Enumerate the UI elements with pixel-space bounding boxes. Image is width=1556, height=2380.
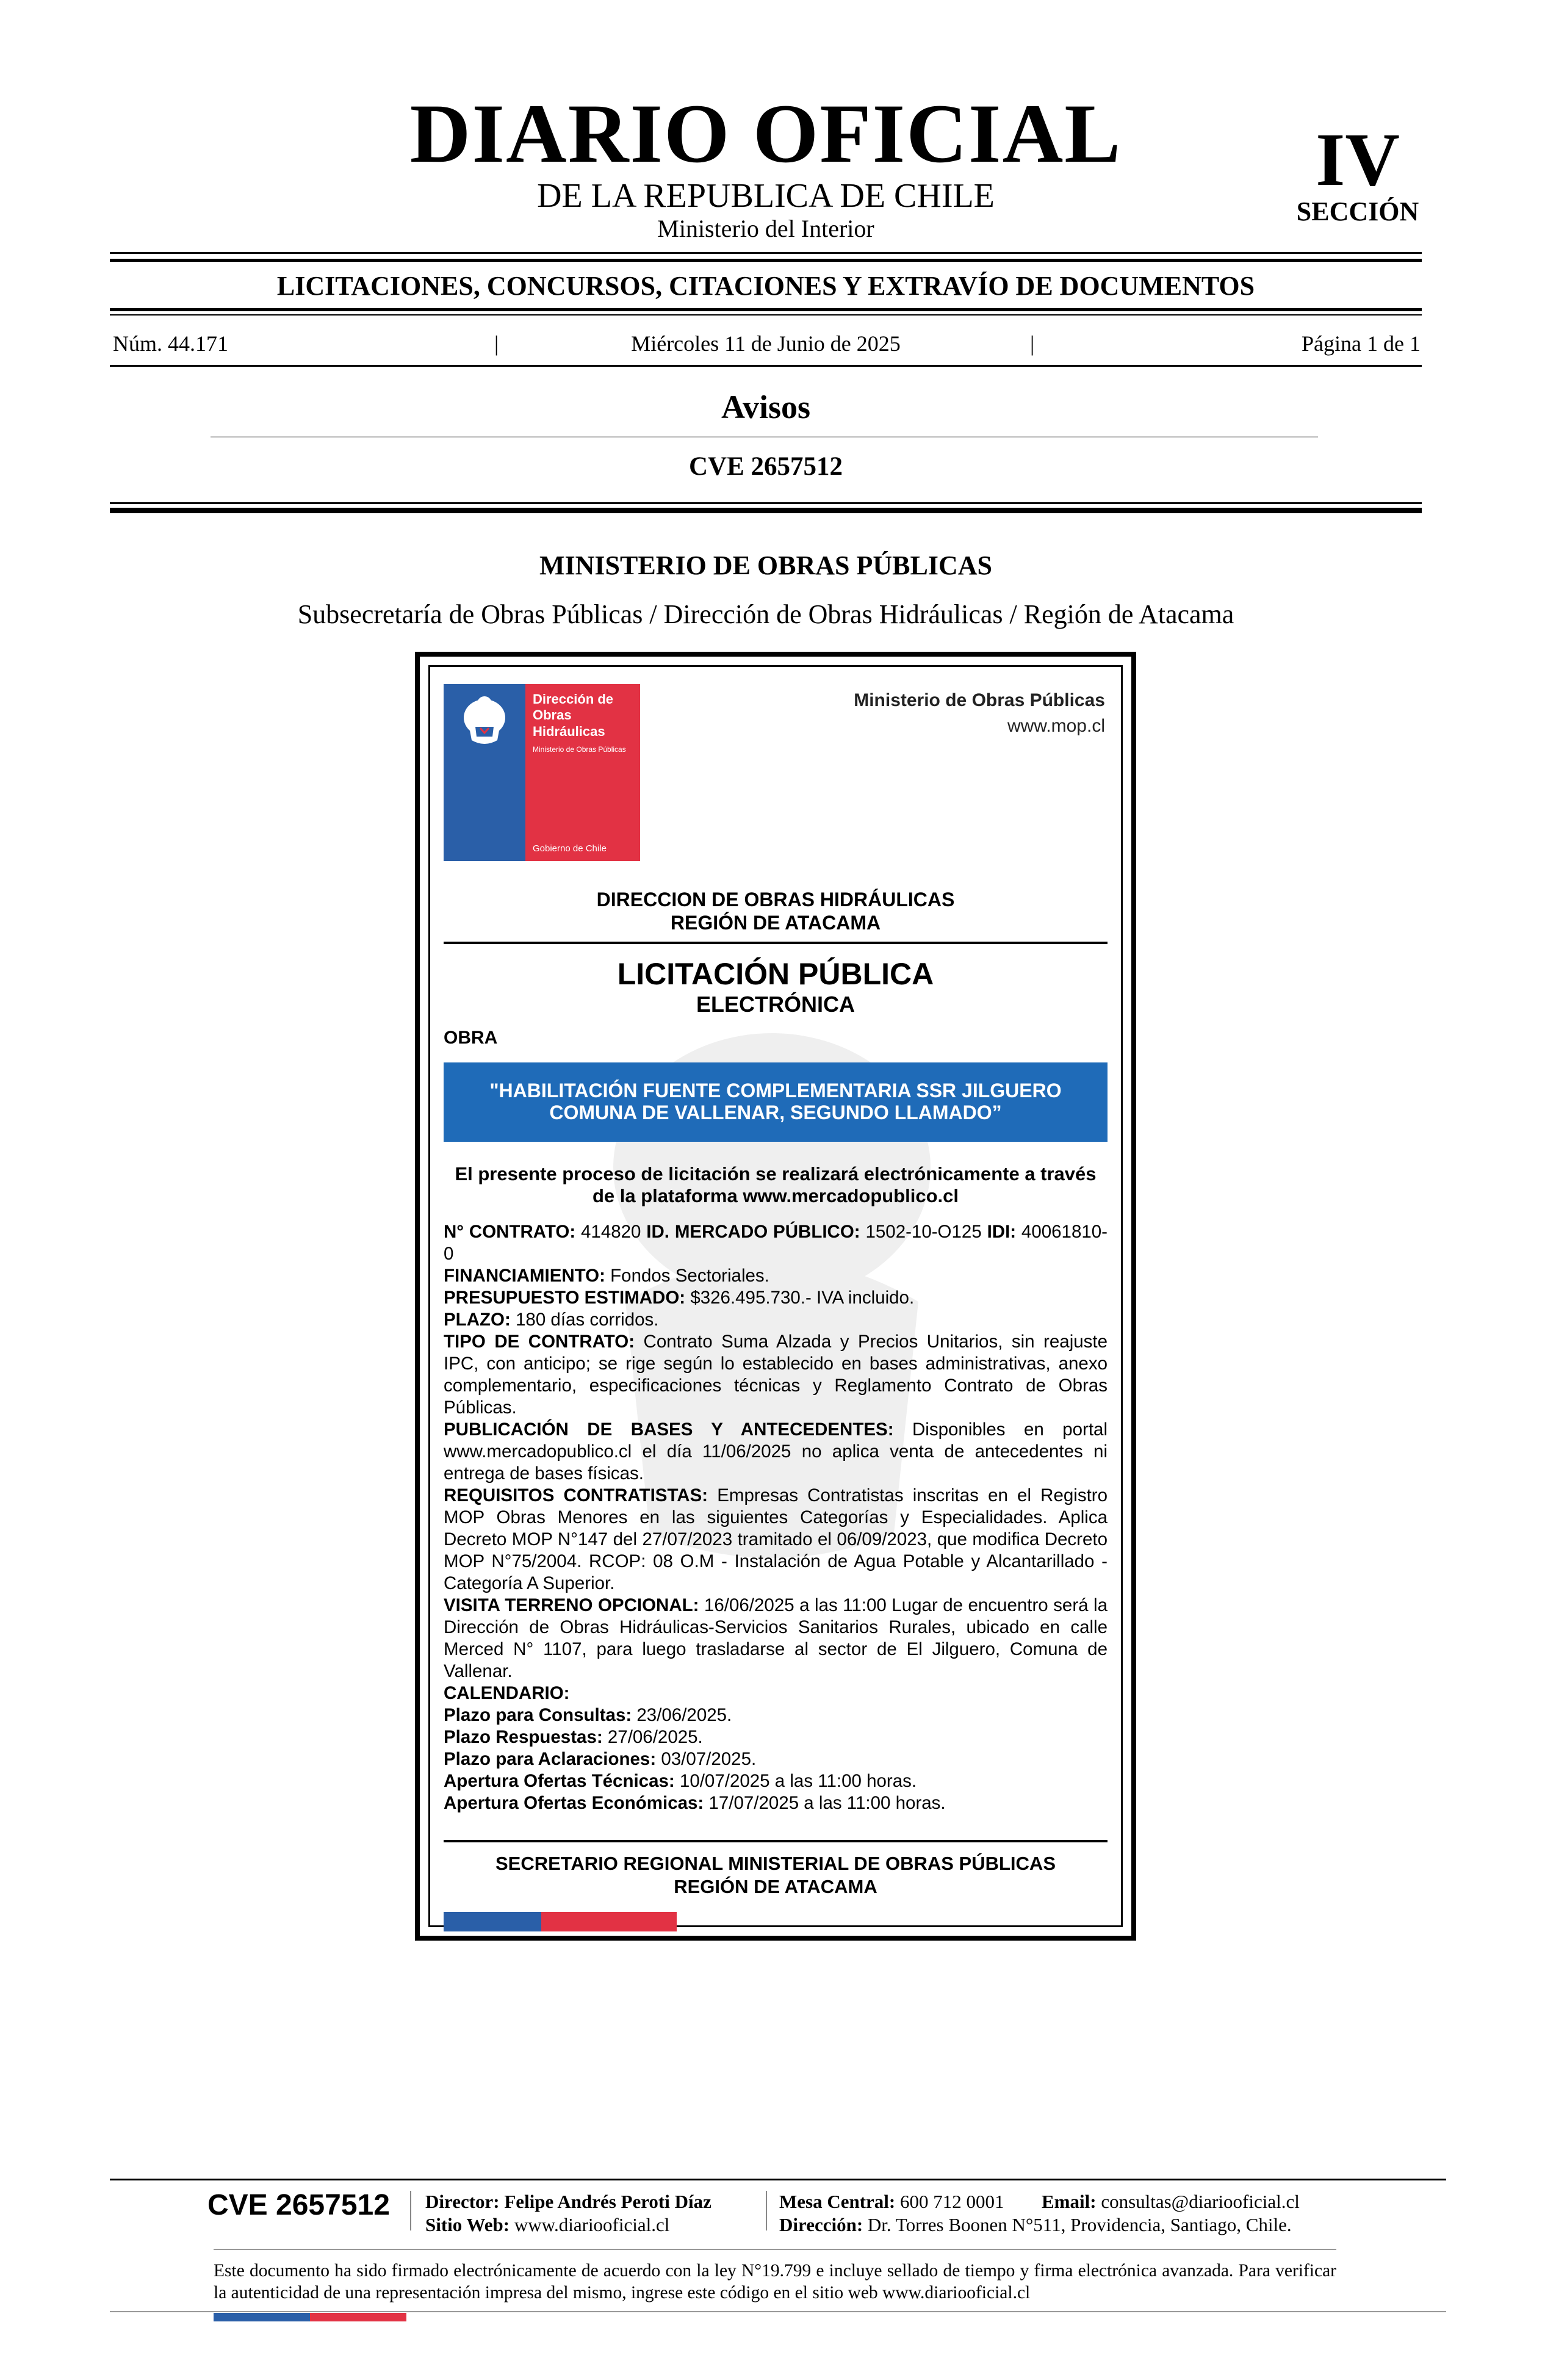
- calendar-label: CALENDARIO:: [444, 1683, 570, 1703]
- contract-label: N° CONTRATO:: [444, 1222, 576, 1242]
- visit-label: VISITA TERRENO OPCIONAL:: [444, 1595, 699, 1615]
- ad-bar-red: [541, 1912, 677, 1931]
- obra-name: "HABILITACIÓN FUENTE COMPLEMENTARIA SSR JILGUERO COMUNA DE VALLENAR, SEGUNDO LLAMADO”: [444, 1062, 1108, 1142]
- section-rule-top: [110, 308, 1422, 311]
- financing-label: FINANCIAMIENTO:: [444, 1266, 605, 1286]
- masthead-rule-bottom: [110, 259, 1422, 262]
- ad-signature: SECRETARIO REGIONAL MINISTERIAL DE OBRAS PÚBLICAS: [495, 1853, 1056, 1874]
- mercado-label: ID. MERCADO PÚBLICO:: [646, 1222, 860, 1242]
- budget-line: [444, 1287, 1108, 1309]
- calendar-item-value: 27/06/2025.: [607, 1727, 703, 1747]
- logo-blue-band: [444, 684, 525, 861]
- footer-director: [425, 2192, 711, 2211]
- publication-value: Disponibles en portal www.mercadopublico.cl el día 11/06/2025 no aplica venta de antecedentes ni entrega de bases físicas.: [444, 1419, 1108, 1484]
- footer-bar-blue: [214, 2313, 310, 2321]
- requirements-value: Empresas Contratistas inscritas en el Registro MOP Obras Menores en las siguientes Categorías y Especialidades. Aplica Decreto MOP N°147 del 27/07/2023 tramitado el 06/09/2023, que modifica Decreto MOP N°75/2004. RCOP: 08 O.M - Instalación de Agua Potable y Alcantarillado - Categoría A Superior.: [444, 1485, 1108, 1593]
- calendar-item-label: Plazo Respuestas:: [444, 1727, 603, 1747]
- calendar-item: [444, 1770, 1108, 1792]
- calendar-item-label: Plazo para Aclaraciones:: [444, 1749, 657, 1769]
- calendar-item: [444, 1726, 1108, 1748]
- ad-signature-divider: [444, 1840, 1108, 1842]
- mop-name: Ministerio de Obras Públicas: [854, 690, 1105, 710]
- email-label: Email:: [1042, 2191, 1097, 2212]
- ad-intro: El presente proceso de licitación se realizará electrónicamente a través de la plataforma www.mercadopublico.cl: [455, 1163, 1097, 1206]
- email-link[interactable]: consultas@diariooficial.cl: [1101, 2191, 1300, 2212]
- calendar-heading: [444, 1682, 1108, 1704]
- logo-ministry: Ministerio de Obras Públicas: [533, 745, 626, 754]
- publication-label: PUBLICACIÓN DE BASES Y ANTECEDENTES:: [444, 1419, 894, 1440]
- calendar-item-value: 10/07/2025 a las 11:00 horas.: [679, 1771, 917, 1791]
- footer-rule-top: [110, 2179, 1446, 2180]
- chilean-crest-icon: [444, 684, 525, 757]
- visit-value: 16/06/2025 a las 11:00 Lugar de encuentro será la Dirección de Obras Hidráulicas-Servicios Sanitarios Rurales, ubicado en calle Merced N° 1107, para luego trasladarse al sector de El Jilguero, Comuna de Vallenar.: [444, 1595, 1108, 1681]
- section-label: SECCIÓN: [1296, 197, 1419, 226]
- ad-region: REGIÓN DE ATACAMA: [670, 912, 881, 934]
- footer-rule-bottom: [110, 2311, 1446, 2312]
- address-label: Dirección:: [779, 2214, 863, 2235]
- obra-label: OBRA: [444, 1028, 498, 1048]
- calendar-item-label: Apertura Ofertas Económicas:: [444, 1793, 704, 1813]
- masthead-ministry: Ministerio del Interior: [657, 215, 874, 242]
- budget-label: PRESUPUESTO ESTIMADO:: [444, 1288, 686, 1308]
- mop-website: www.mop.cl: [1007, 716, 1105, 736]
- publication-line: [444, 1419, 1108, 1485]
- licitacion-subtitle: ELECTRÓNICA: [696, 992, 855, 1017]
- phone-value: 600 712 0001: [900, 2191, 1004, 2212]
- ad-direction: DIRECCION DE OBRAS HIDRÁULICAS: [596, 889, 955, 911]
- masthead-subtitle: DE LA REPUBLICA DE CHILE: [537, 177, 995, 215]
- financing-value: Fondos Sectoriales.: [610, 1266, 769, 1286]
- section-number: IV: [1316, 118, 1400, 201]
- contract-line: [444, 1221, 1108, 1265]
- footer-rule-middle: [214, 2249, 1336, 2250]
- requirements-line: [444, 1485, 1108, 1595]
- footer-website: [425, 2215, 669, 2234]
- calendar-item-value: 03/07/2025.: [661, 1749, 757, 1769]
- footer-legal-note: Este documento ha sido firmado electrónicamente de acuerdo con la ley N°19.799 e incluye sellado de tiempo y firma electrónica avanzada. Para verificar la autenticidad de una representación impresa del mismo, ingrese este código en el sitio web www.diariooficial.cl: [214, 2261, 1336, 2302]
- contract-value: 414820: [581, 1222, 641, 1242]
- mercado-value: 1502-10-O125: [865, 1222, 982, 1242]
- issue-page: Página 1 de 1: [1302, 331, 1421, 356]
- calendar-item: [444, 1704, 1108, 1726]
- budget-value: $326.495.730.- IVA incluido.: [690, 1288, 915, 1308]
- logo-name: Dirección de Obras Hidráulicas: [533, 691, 614, 739]
- website-link[interactable]: www.diariooficial.cl: [514, 2214, 670, 2235]
- address-value: Dr. Torres Boonen N°511, Providencia, Santiago, Chile.: [867, 2214, 1292, 2235]
- licitacion-title: LICITACIÓN PÚBLICA: [617, 957, 934, 991]
- calendar-item: [444, 1748, 1108, 1770]
- notice-rule-top: [110, 502, 1422, 504]
- notice-divider: [211, 436, 1318, 438]
- section-title: LICITACIONES, CONCURSOS, CITACIONES Y EXTRAVÍO DE DOCUMENTOS: [276, 271, 1255, 301]
- term-label: PLAZO:: [444, 1310, 511, 1330]
- footer-cve: CVE 2657512: [207, 2189, 390, 2221]
- notice-rule-bottom: [110, 508, 1422, 513]
- ad-bar-blue: [444, 1912, 541, 1931]
- calendar-item-value: 17/07/2025 a las 11:00 horas.: [708, 1793, 946, 1813]
- ad-divider: [444, 942, 1108, 944]
- dirección-de-obras-hidráulicas-logo: [444, 684, 640, 861]
- masthead-rule-top: [110, 252, 1422, 254]
- calendar-item-value: 23/06/2025.: [636, 1705, 732, 1725]
- footer-email: [1042, 2192, 1300, 2211]
- notice-ministry: MINISTERIO DE OBRAS PÚBLICAS: [539, 550, 993, 580]
- notice-heading: Avisos: [721, 389, 811, 425]
- footer-bar-red: [310, 2313, 406, 2321]
- section-rule-bottom: [110, 314, 1422, 316]
- notice-subline: Subsecretaría de Obras Públicas / Dirección de Obras Hidráulicas / Región de Atacama: [297, 599, 1234, 629]
- director-name: Felipe Andrés Peroti Díaz: [504, 2191, 711, 2212]
- issue-separator: |: [494, 331, 499, 356]
- contract-type-line: [444, 1331, 1108, 1419]
- term-value: 180 días corridos.: [516, 1310, 659, 1330]
- ad-body: [444, 1221, 1108, 1814]
- phone-label: Mesa Central:: [779, 2191, 896, 2212]
- issue-number: Núm. 44.171: [113, 331, 228, 356]
- contract-type-label: TIPO DE CONTRATO:: [444, 1332, 635, 1352]
- masthead-title: DIARIO OFICIAL: [409, 87, 1122, 180]
- issue-date: Miércoles 11 de Junio de 2025: [631, 331, 901, 356]
- term-line: [444, 1309, 1108, 1331]
- footer-separator: [410, 2191, 411, 2230]
- footer-address: [779, 2215, 1292, 2234]
- requirements-label: REQUISITOS CONTRATISTAS:: [444, 1485, 708, 1506]
- footer-separator: [766, 2191, 767, 2230]
- calendar-item-label: Apertura Ofertas Técnicas:: [444, 1771, 675, 1791]
- ad-signature-region: REGIÓN DE ATACAMA: [674, 1876, 877, 1897]
- issue-separator: |: [1030, 331, 1035, 356]
- idi-label: IDI:: [987, 1222, 1017, 1242]
- advertisement-frame: [415, 652, 1136, 1941]
- visit-line: [444, 1595, 1108, 1682]
- idi-value: 40061810-0: [444, 1222, 1108, 1264]
- calendar-item: [444, 1792, 1108, 1814]
- calendar-item-label: Plazo para Consultas:: [444, 1705, 632, 1725]
- contract-type-value: Contrato Suma Alzada y Precios Unitarios, sin reajuste IPC, con anticipo; se rige según lo establecido en bases administrativas, anexo complementario, especificaciones técnicas y Reglamento Contrato de Obras Públicas.: [444, 1332, 1108, 1418]
- notice-cve: CVE 2657512: [688, 452, 843, 481]
- website-label: Sitio Web:: [425, 2214, 510, 2235]
- info-rule: [110, 365, 1422, 367]
- director-label: Director:: [425, 2191, 500, 2212]
- footer-phone: [779, 2192, 1004, 2211]
- advertisement-inner: [428, 665, 1123, 1927]
- logo-government: Gobierno de Chile: [533, 843, 607, 854]
- financing-line: [444, 1265, 1108, 1287]
